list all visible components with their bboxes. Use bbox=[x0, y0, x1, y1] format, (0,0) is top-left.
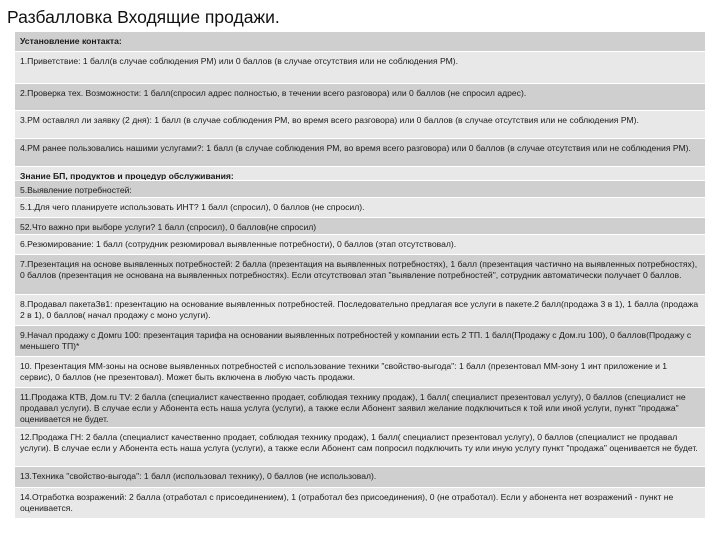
criterion-row: 4.РМ ранее пользовались нашими услугами?: 1 балл (в случае соблюдения РМ, во время всего разговора) или 0 баллов (в случае отсутствия или не соблюдения РМ). bbox=[15, 139, 705, 167]
criterion-row: 7.Презентация на основе выявленных потребностей: 2 балла (презентация на выявленных потребностях), 1 балл (презентация частично на выявленных потребностях), 0 баллов (презентация не основана на выявленных потребностях). Если отсутствовал этап "выявление потребностей", сотрудник автоматически получает 0 баллов. bbox=[15, 255, 705, 295]
criterion-row: 52.Что важно при выборе услуги? 1 балл (спросил), 0 баллов(не спросил) bbox=[15, 218, 705, 235]
criterion-row: 13.Техника "свойство-выгода": 1 балл (использовал технику), 0 баллов (не использовал). bbox=[15, 467, 705, 488]
slide-title: Разбалловка Входящие продажи. bbox=[7, 7, 280, 27]
section-header-row: Установление контакта: bbox=[15, 32, 705, 52]
criterion-row: 5.1.Для чего планируете использовать ИНТ? 1 балл (спросил), 0 баллов (не спросил). bbox=[15, 198, 705, 218]
criterion-row: 5.Выявление потребностей: bbox=[15, 181, 705, 198]
criterion-row: 8.Продавал пакетаЗв1: презентацию на основание выявленных потребностей. Последовательно предлагая все услуги в пакете.2 балл(продажа 3 в 1), 1 балла (продажа 2 в 1), 0 баллов( начал продажу с моно услуги). bbox=[15, 295, 705, 326]
criterion-row: 9.Начал продажу с Домru 100: презентация тарифа на основании выявленных потребностей у компании есть 2 ТП. 1 балл(Продажу с Дом.ru 100), 0 баллов(Продажу с меньшего ТП)* bbox=[15, 326, 705, 357]
criterion-row: 12.Продажа ГН: 2 балла (специалист качественно продает, соблюдая технику продаж), 1 балл( специалист презентовал услугу), 0 баллов (специалист не продавал услуги). В случае если у Абонента есть наша услуга (услуги), а также если Абонент сам попросил подключить ту или иную услугу пункт "продажа" оценивается не будет. bbox=[15, 428, 705, 467]
criterion-row: 14.Отработка возражений: 2 балла (отработал с присоединением), 1 (отработал без присоединения), 0 (не отработал). Если у абонента нет возражений - пункт не оценивается. bbox=[15, 488, 705, 519]
criterion-row: 3.РМ оставлял ли заявку (2 дня): 1 балл (в случае соблюдения РМ, во время всего разговора) или 0 баллов (в случае отсутствия или не соблюдения РМ). bbox=[15, 111, 705, 139]
criterion-row: 1.Приветствие: 1 балл(в случае соблюдения РМ) или 0 баллов (в случае отсутствия или не соблюдения РМ). bbox=[15, 52, 705, 84]
criterion-row: 11.Продажа КТВ, Дом.ru TV: 2 балла (специалист качественно продает, соблюдая технику продаж), 1 балл( специалист презентовал услугу), 0 баллов (специалист не продавал услуги). В случае если у Абонента есть наша услуга (услуги), а также если Абонент заявил желание подключиться к той или иной услуги, пункт "продажа" оценивается не будет. bbox=[15, 388, 705, 428]
section-header-row: Знание БП, продуктов и процедур обслуживания: bbox=[15, 167, 705, 181]
criterion-row: 6.Резюмирование: 1 балл (сотрудник резюмировал выявленные потребности), 0 баллов (этап отсутствовал). bbox=[15, 235, 705, 255]
criterion-row: 2.Проверка тех. Возможности: 1 балл(спросил адрес полностью, в течении всего разговора) или 0 баллов (не спросил адрес). bbox=[15, 84, 705, 111]
criterion-row: 10. Презентация ММ-зоны на основе выявленных потребностей с использование техники "свойство-выгода": 1 балл (презентовал ММ-зону 1 инт приложение и 1 сервис), 0 баллов (не презентовал). Может быть включена в любую часть продажи. bbox=[15, 357, 705, 388]
criteria-table bbox=[15, 31, 705, 519]
